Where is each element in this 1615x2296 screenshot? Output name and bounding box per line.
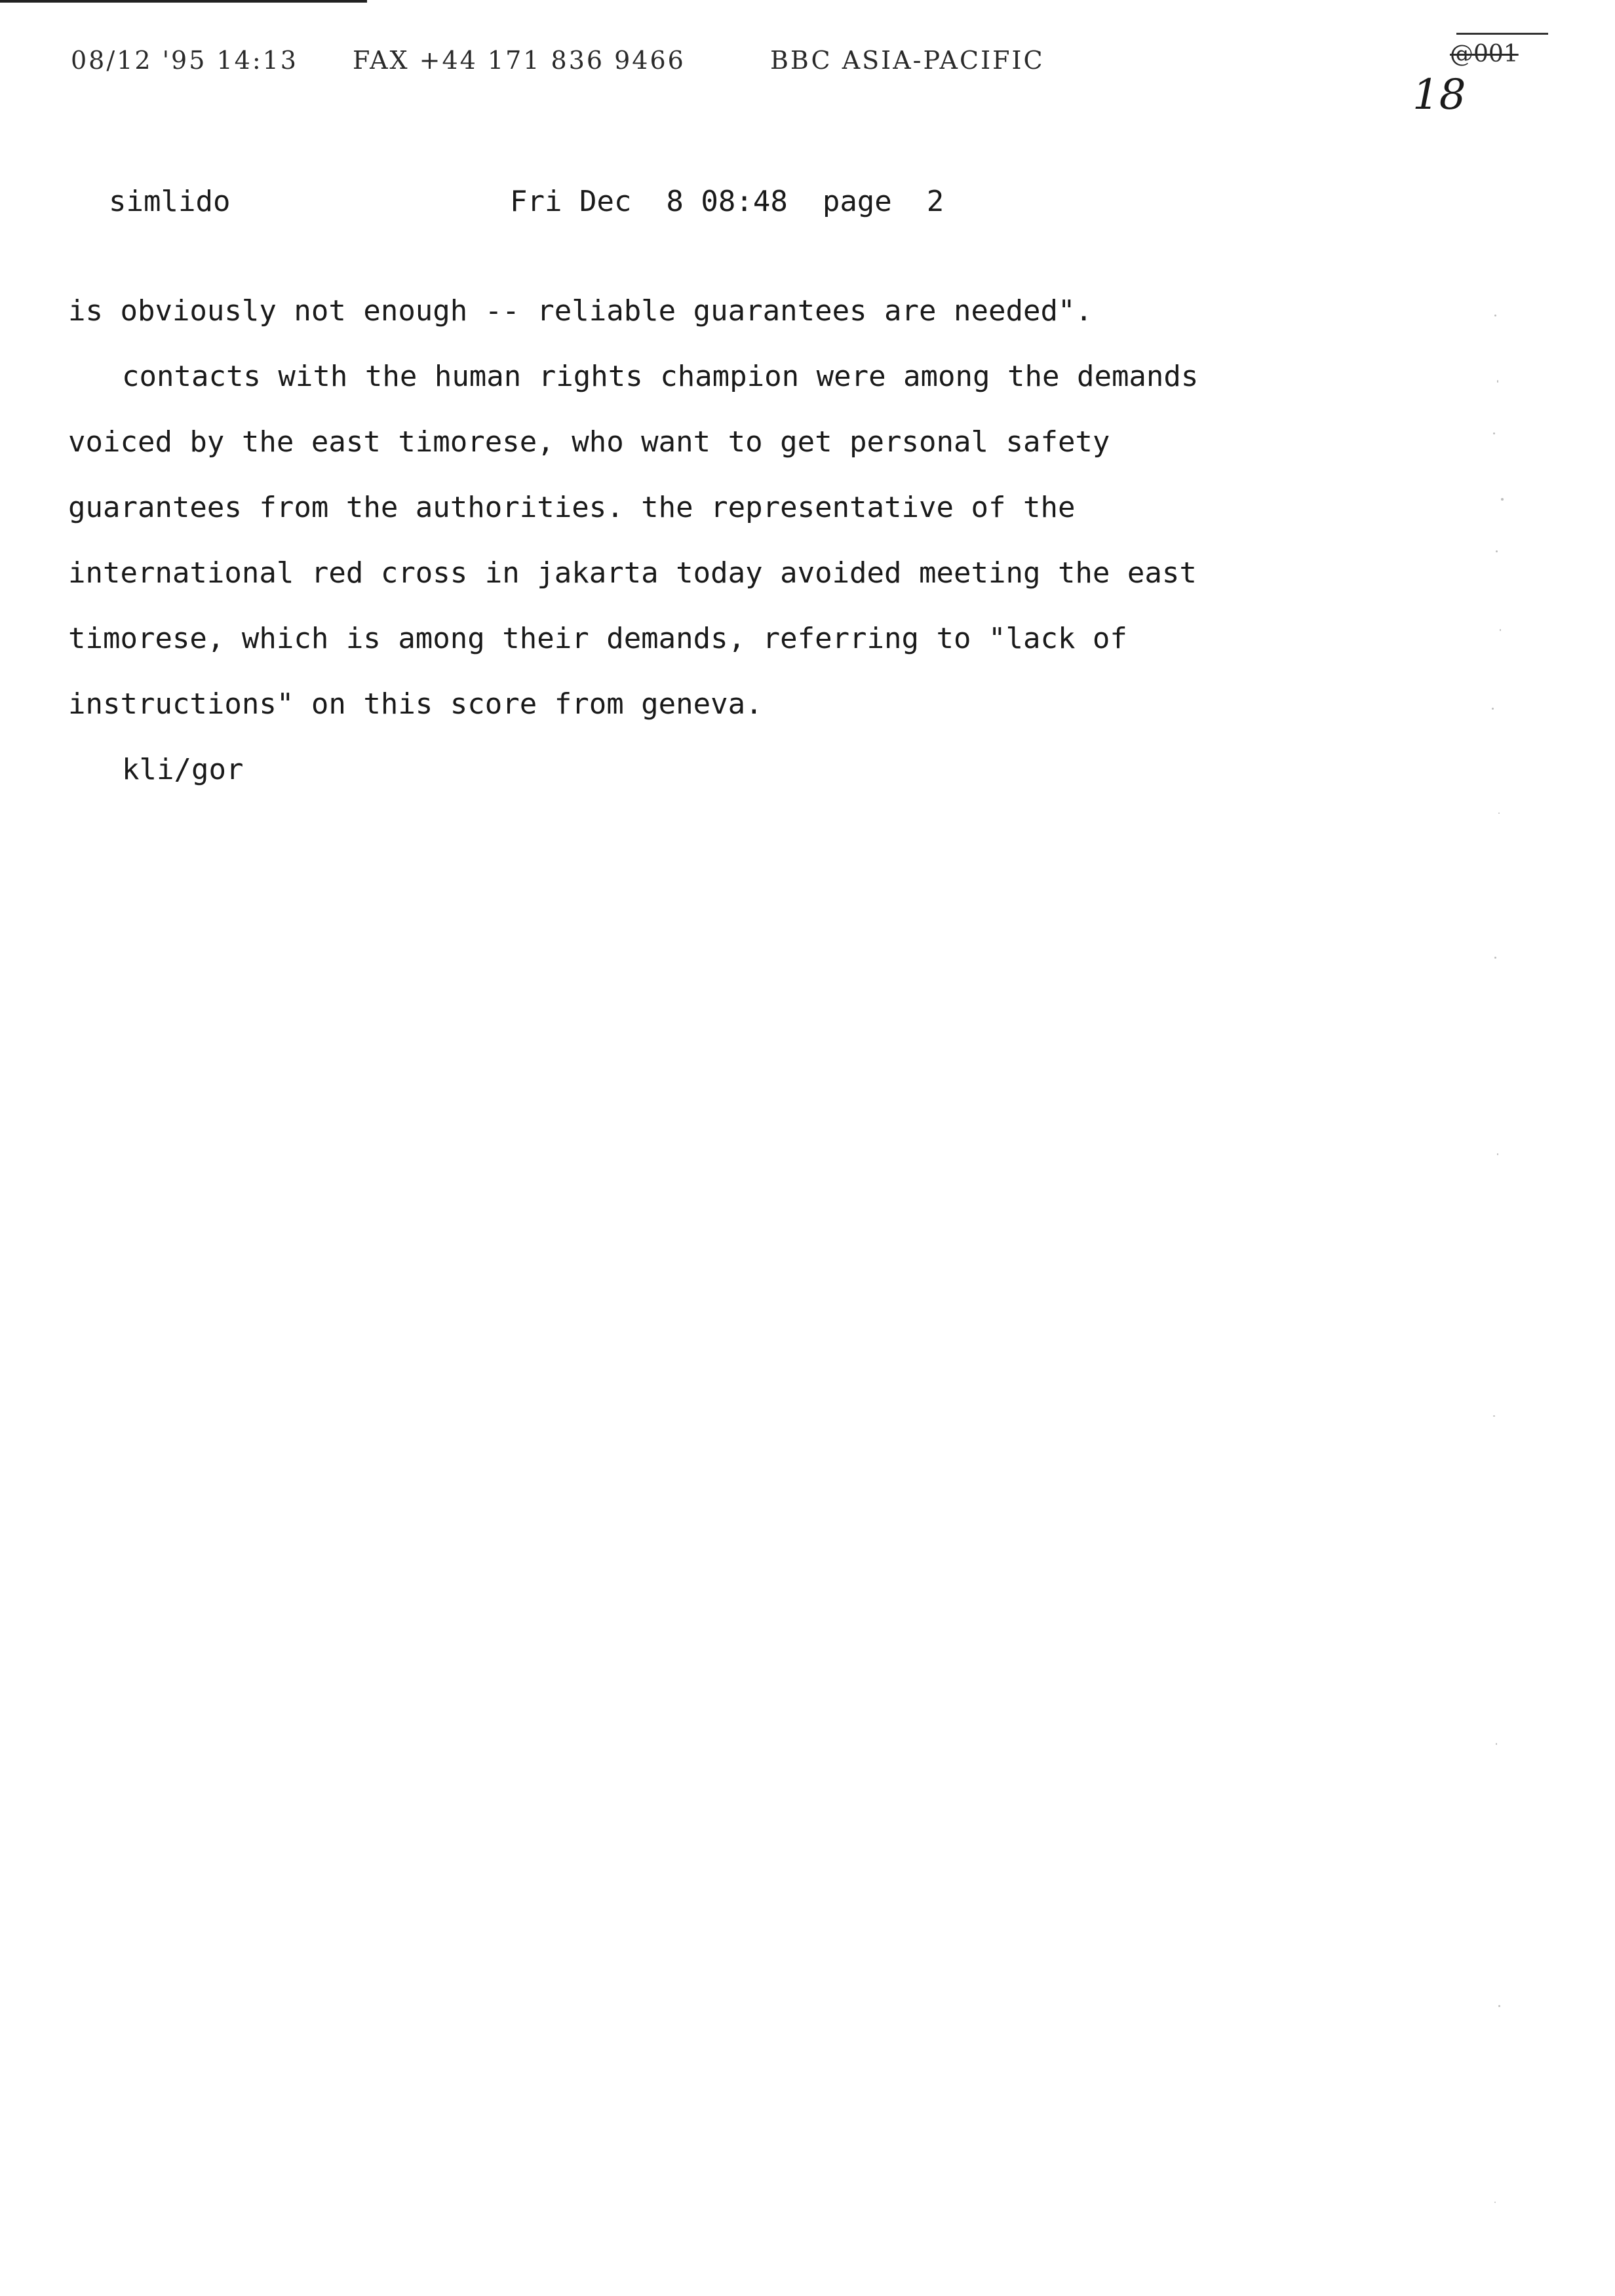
scan-speck bbox=[1498, 813, 1500, 814]
document-dateline: Fri Dec 8 08:48 page 2 bbox=[510, 185, 944, 218]
scan-speck bbox=[1494, 2202, 1496, 2203]
document-source: simlido bbox=[109, 185, 231, 218]
body-line: international red cross in jakarta today avoided meeting the east bbox=[68, 556, 1197, 590]
scan-speck bbox=[1494, 315, 1496, 316]
body-line: guarantees from the authorities. the representative of the bbox=[68, 491, 1076, 524]
fax-page-mark: @001 bbox=[1450, 41, 1519, 67]
scan-speck bbox=[1500, 629, 1501, 631]
scan-speck bbox=[1492, 708, 1494, 710]
article-body bbox=[68, 278, 1353, 803]
signoff: kli/gor bbox=[122, 753, 244, 786]
handwritten-page-number: 18 bbox=[1412, 71, 1466, 119]
fax-header-number: FAX +44 171 836 9466 bbox=[353, 46, 686, 75]
scan-speck bbox=[1494, 957, 1496, 959]
body-line: instructions" on this score from geneva. bbox=[68, 687, 763, 721]
scan-speck bbox=[1497, 380, 1498, 383]
scan-speck bbox=[1493, 432, 1495, 434]
fax-header-datetime: 08/12 '95 14:13 bbox=[71, 46, 298, 75]
scan-speck bbox=[1496, 1743, 1497, 1745]
scan-speck bbox=[1497, 1153, 1498, 1155]
body-line: timorese, which is among their demands, referring to "lack of bbox=[68, 622, 1127, 655]
fax-top-rule bbox=[0, 0, 367, 3]
scan-speck bbox=[1501, 498, 1504, 501]
body-line: is obviously not enough -- reliable guarantees are needed". bbox=[68, 294, 1093, 328]
scan-speck bbox=[1493, 1415, 1495, 1417]
body-line: voiced by the east timorese, who want to get personal safety bbox=[68, 425, 1110, 459]
scan-speck bbox=[1498, 2005, 1500, 2007]
scan-noise bbox=[1488, 301, 1514, 2267]
fax-header-station: BBC ASIA-PACIFIC bbox=[770, 46, 1045, 75]
scan-speck bbox=[1496, 550, 1498, 552]
fax-page-mark-overline bbox=[1456, 33, 1548, 35]
body-line: contacts with the human rights champion were among the demands bbox=[122, 360, 1199, 393]
